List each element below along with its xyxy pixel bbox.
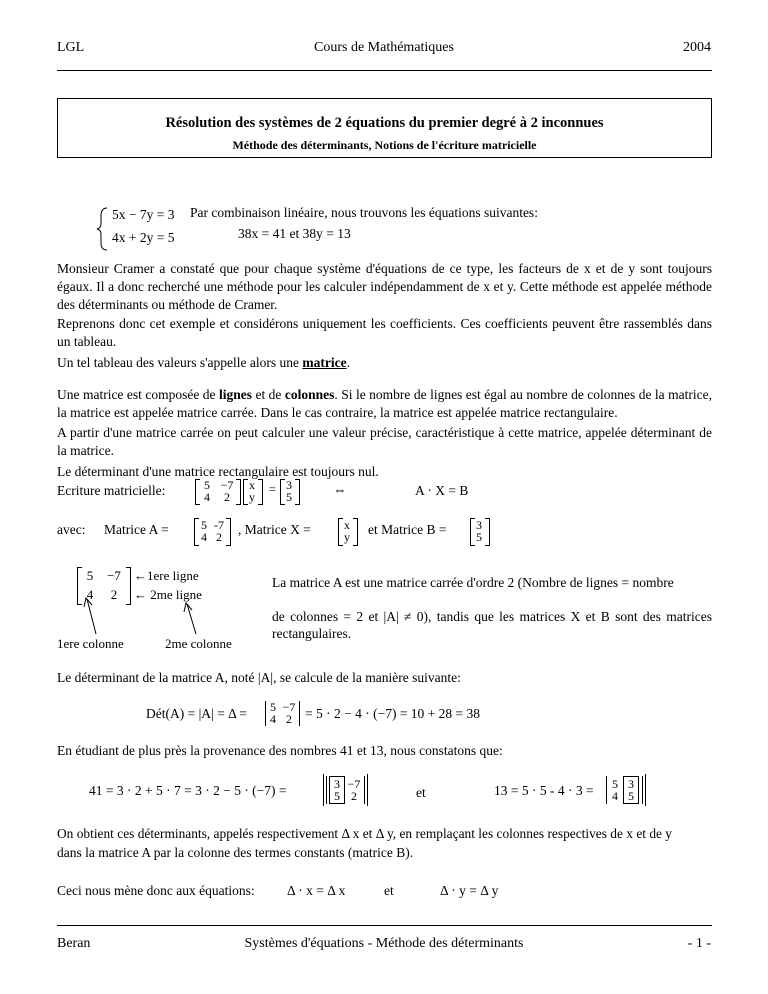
diagram-bracket-right bbox=[126, 567, 131, 605]
matrix-a-label: Matrice A = bbox=[104, 522, 169, 537]
mw-a-bracket-right bbox=[236, 479, 241, 505]
mw-compact: A · X = B bbox=[415, 483, 469, 498]
p3-after: . bbox=[346, 355, 350, 370]
conclusion-lead: Ceci nous mène donc aux équations: bbox=[57, 883, 255, 898]
det-lhs: Dét(A) = |A| = Δ = bbox=[146, 706, 248, 721]
d41-cell-12: −7 bbox=[347, 777, 361, 791]
system-intro: Par combinaison linéaire, nous trouvons les équations suivantes: bbox=[190, 205, 538, 220]
det-cell-12: −7 bbox=[282, 700, 296, 714]
lignes-term: lignes bbox=[219, 387, 253, 402]
footer-page-number: - 1 - bbox=[687, 936, 711, 951]
footer-rule bbox=[57, 925, 712, 926]
paragraph-matrice bbox=[57, 354, 712, 372]
mw-a-21: 4 bbox=[204, 490, 210, 504]
d41-cell-11: 3 bbox=[334, 777, 340, 791]
det-bar-right bbox=[299, 701, 300, 726]
mw-equals: = bbox=[269, 482, 276, 496]
arrow-col2 bbox=[187, 604, 196, 634]
det-bar-left bbox=[265, 701, 266, 726]
d41-cell-22: 2 bbox=[351, 789, 357, 803]
avec-label: avec: bbox=[57, 522, 86, 537]
mw-x-2: y bbox=[249, 490, 255, 504]
diagram-cell-22: 2 bbox=[110, 587, 118, 602]
diagram-text-1: La matrice A est une matrice carrée d'ordre 2 (Nombre de lignes = nombre bbox=[272, 575, 674, 590]
paragraph-rect-null: Le déterminant d'une matrice rectangulaire est toujours nul. bbox=[57, 464, 379, 479]
p3-before: Un tel tableau des valeurs s'appelle alors une bbox=[57, 355, 303, 370]
diagram-col1-label: 1ere colonne bbox=[57, 636, 124, 651]
matrix-x-label: , Matrice X = bbox=[238, 522, 311, 537]
d41-cell-21: 5 bbox=[334, 789, 340, 803]
footer-center: Systèmes d'équations - Méthode des déterminants bbox=[244, 936, 524, 951]
matrix-b-label: et Matrice B = bbox=[368, 522, 447, 537]
d13-cell-22: 5 bbox=[628, 789, 634, 803]
mw-a-22: 2 bbox=[224, 490, 230, 504]
avec-a-12: -7 bbox=[214, 518, 224, 532]
paragraph-coefficients: Reprenons donc cet exemple et considérons uniquement les coefficients. Ces coefficients peuvent être rassemblés dans un tableau. bbox=[57, 316, 712, 349]
avec-a-bracket-right bbox=[226, 518, 231, 546]
avec-a-21: 4 bbox=[201, 530, 207, 544]
paragraph-determinant: A partir d'une matrice carrée on peut calculer une valeur précise, caractéristique à cette matrice, appelée déterminant de la matrice. bbox=[57, 425, 712, 458]
d13-bar-left bbox=[606, 776, 607, 804]
mw-equiv: ⇔ bbox=[333, 482, 347, 497]
conclusion-eq-y: Δ · y = Δ y bbox=[440, 883, 499, 898]
diagram-col2-label: 2me colonne bbox=[165, 636, 232, 651]
paragraph-lignes-colonnes bbox=[57, 386, 712, 422]
avec-a-11: 5 bbox=[201, 518, 207, 532]
diagram-bracket-left bbox=[77, 567, 82, 605]
diagram-cell-21: 4 bbox=[86, 587, 94, 602]
conclusion-text-2: dans la matrice A par la colonne des termes constants (matrice B). bbox=[57, 845, 414, 860]
title-main: Résolution des systèmes de 2 équations du premier degré à 2 inconnues bbox=[165, 115, 604, 131]
diagram-cell-12: −7 bbox=[107, 568, 121, 583]
p4-c: et de bbox=[252, 387, 285, 402]
det-cell-11: 5 bbox=[270, 700, 276, 714]
system-eq2: 4x + 2y = 5 bbox=[112, 230, 175, 245]
mw-x-bracket-right bbox=[258, 479, 263, 505]
mw-b-2: 5 bbox=[286, 490, 292, 504]
d13-cell-11: 5 bbox=[612, 777, 618, 791]
footer-left: Beran bbox=[57, 936, 91, 951]
d13-cell-21: 4 bbox=[612, 789, 618, 803]
det-cell-22: 2 bbox=[286, 712, 292, 726]
d41-bar-left-inner bbox=[326, 776, 327, 804]
conclusion-eq-x: Δ · x = Δ x bbox=[287, 883, 346, 898]
p4-e: . Si le nombre de lignes est égal au nombre de colonnes de la matrice, la matrice est appelée matrice carrée. Dans le cas contraire, la matrice est appelée matrice rectangulaire. bbox=[57, 387, 712, 420]
diagram-text-2: de colonnes = 2 et |A| ≠ 0), tandis que les matrices X et B sont des matrices rectangulaires. bbox=[272, 609, 712, 641]
system-brace bbox=[97, 208, 107, 250]
mw-a-11: 5 bbox=[204, 478, 210, 492]
mw-x-1: x bbox=[249, 478, 255, 492]
mw-b-1: 3 bbox=[286, 478, 292, 492]
paragraph-cramer: Monsieur Cramer a constaté que pour chaque système d'équations de ce type, les facteurs de x et de y sont toujours égaux. Il a donc recherché une méthode pour les calculer indépendamment de x et y. Cette méthode est appelée méthode des déterminants ou méthode de Cramer. bbox=[57, 261, 712, 312]
d13-bar-right-inner bbox=[642, 776, 643, 804]
diagram-row1-label: ←1ere ligne bbox=[134, 568, 199, 583]
provenance-eq13: 13 = 5 · 5 - 4 · 3 = bbox=[494, 783, 594, 798]
avec-b-bracket-right bbox=[485, 518, 490, 546]
matrix-writing-label: Ecriture matricielle: bbox=[57, 483, 166, 498]
d13-bar-right-outer bbox=[645, 774, 646, 806]
conclusion-text-1: On obtient ces déterminants, appelés respectivement Δ x et Δ y, en remplaçant les colonnes respectives de x et de y bbox=[57, 826, 673, 841]
mw-a-12: −7 bbox=[220, 478, 234, 492]
title-sub: Méthode des déterminants, Notions de l'écriture matricielle bbox=[232, 138, 537, 152]
avec-x-2: y bbox=[344, 530, 350, 544]
avec-x-1: x bbox=[344, 518, 350, 532]
d41-bar-left-outer bbox=[323, 774, 324, 806]
mw-b-bracket-right bbox=[295, 479, 300, 505]
det-rhs: = 5 · 2 − 4 · (−7) = 10 + 28 = 38 bbox=[305, 706, 481, 721]
colonnes-term: colonnes bbox=[284, 387, 335, 402]
det-intro: Le déterminant de la matrice A, noté |A|, se calcule de la manière suivante: bbox=[57, 670, 461, 685]
avec-x-bracket-right bbox=[353, 518, 358, 546]
diagram-cell-11: 5 bbox=[86, 568, 94, 583]
header-center: Cours de Mathématiques bbox=[314, 40, 454, 55]
provenance-intro: En étudiant de plus près la provenance des nombres 41 et 13, nous constatons que: bbox=[57, 743, 503, 758]
header-right: 2004 bbox=[683, 40, 711, 55]
provenance-et: et bbox=[416, 785, 426, 800]
avec-a-22: 2 bbox=[216, 530, 222, 544]
matrice-term: matrice bbox=[302, 355, 347, 370]
avec-b-2: 5 bbox=[476, 530, 482, 544]
conclusion-et: et bbox=[384, 883, 394, 898]
d41-bar-right-inner bbox=[364, 776, 365, 804]
provenance-eq41: 41 = 3 · 2 + 5 · 7 = 3 · 2 − 5 · (−7) = bbox=[89, 783, 287, 798]
d13-cell-12: 3 bbox=[628, 777, 634, 791]
header-left: LGL bbox=[57, 40, 85, 55]
system-eq1: 5x − 7y = 3 bbox=[112, 207, 175, 222]
avec-b-1: 3 bbox=[476, 518, 482, 532]
d41-bar-right-outer bbox=[367, 774, 368, 806]
det-cell-21: 4 bbox=[270, 712, 276, 726]
system-result: 38x = 41 et 38y = 13 bbox=[238, 226, 351, 241]
p4-a: Une matrice est composée de bbox=[57, 387, 219, 402]
diagram-row2-label: ← 2me ligne bbox=[134, 587, 202, 602]
